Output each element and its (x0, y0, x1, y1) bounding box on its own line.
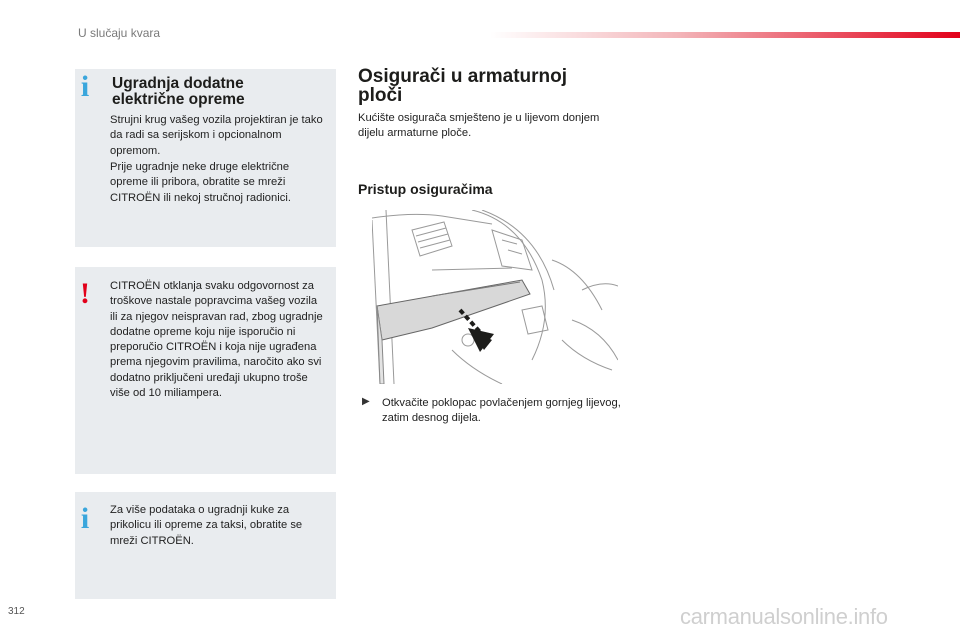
section-subtitle: Pristup osiguračima (358, 181, 493, 197)
page-number: 312 (8, 606, 25, 617)
info-icon: i (80, 70, 90, 103)
warning-box-responsibility (75, 267, 336, 474)
box-heading (112, 76, 322, 108)
fusebox-illustration (372, 210, 618, 384)
section-title-line2: ploči (358, 85, 403, 106)
box-paragraph: Strujni krug vašeg vozila projektiran je tako da radi sa serijskom i opcionalnom opremom. (110, 114, 323, 157)
section-title (358, 67, 618, 105)
info-box-towbar (75, 492, 336, 599)
watermark: carmanualsonline.info (680, 604, 888, 629)
box-heading-line2: električne opreme (112, 91, 245, 108)
header-title: U slučaju kvara (78, 26, 161, 40)
info-icon: i (80, 502, 90, 535)
info-box-electrical (75, 69, 336, 247)
section-title-line1: Osigurači u armaturnoj (358, 66, 568, 87)
box-paragraph-2: Prije ugradnje neke druge električne opreme ili pribora, obratite se mreži CITROËN ili nekoj stručnoj radionici. (110, 161, 291, 204)
warning-icon: ! (80, 277, 90, 310)
warning-paragraph: CITROËN otklanja svaku odgovornost za troškove nastale popravcima vašeg vozila ili za njegov neispravan rad, zbog ugradnje dodatne opreme koju nije isporučio ni preporučio CITROËN i koja nije ugrađena prema njegovim pravilima, naročito ako svi dodatno priključeni uređaji ukupno troše više od 10 miliampera. (110, 280, 323, 400)
bullet-arrow-icon: ▶ (362, 396, 370, 407)
info-paragraph: Za više podataka o ugradnji kuke za prikolicu ili opreme za taksi, obratite se mreži CITROËN. (110, 504, 303, 547)
box-heading-line1: Ugradnja dodatne (112, 75, 244, 92)
header-accent-bar (490, 32, 960, 38)
instruction-text: Otkvačite poklopac povlačenjem gornjeg lijevog, zatim desnog dijela. (382, 397, 621, 425)
section-paragraph: Kućište osigurača smješteno je u lijevom donjem dijelu armaturne ploče. (358, 112, 600, 140)
